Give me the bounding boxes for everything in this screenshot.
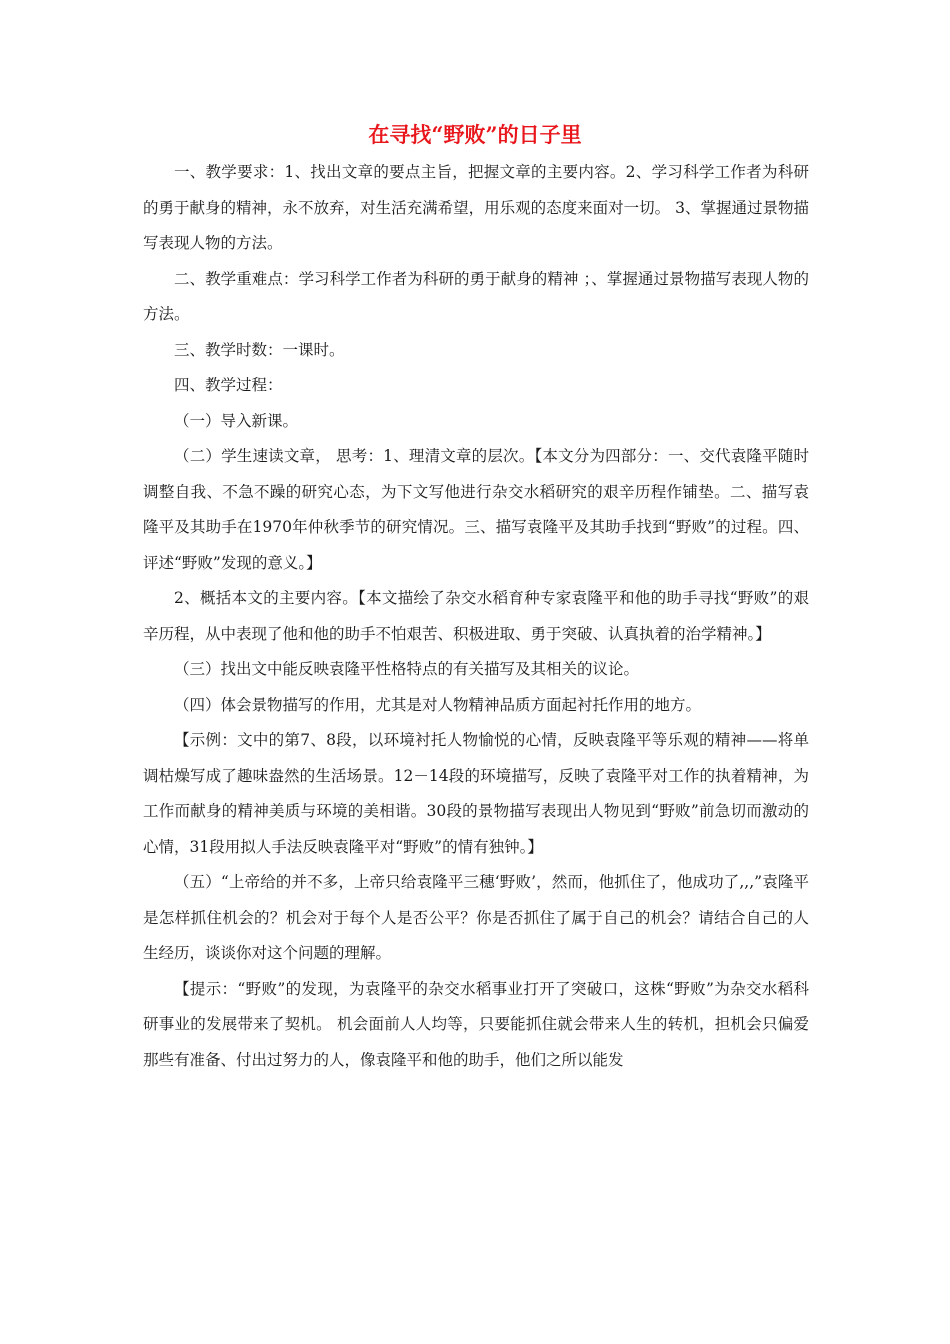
paragraph-step-4: （四）体会景物描写的作用，尤其是对人物精神品质方面起衬托作用的地方。 xyxy=(174,695,702,714)
paragraph-key-difficulties: 二、教学重难点：学习科学工作者为科研的勇于献身的精神 ；、掌握通过景物描写表现人物的方法。 xyxy=(143,269,809,323)
paragraph-step-3: （三）找出文中能反映袁隆平性格特点的有关描写及其相关的议论。 xyxy=(174,660,640,678)
paragraph-step-2: （二）学生速读文章， 思考：1、理清文章的层次。【本文分为四部分：一、交代袁隆平随时调整自我、不急不躁的研究心态，为下文写他进行杂交水稻研究的艰辛历程作铺垫。二、描写袁隆平及其助手在1970年仲秋季节的研究情况。三、描写袁隆平及其助手找到“野败”的过程。四、评述“野败”发现的意义。】 xyxy=(143,447,809,572)
paragraph-step-5: （五）“上帝给的并不多，上帝只给袁隆平三穗‘野败’，然而，他抓住了，他成功了,,,”袁隆平是怎样抓住机会的？机会对于每个人是否公平？你是否抓住了属于自己的机会？请结合自己的人生经历，谈谈你对这个问题的理解。 xyxy=(143,873,809,962)
paragraph-example: 【示例：文中的第7、8段，以环境衬托人物愉悦的心情，反映袁隆平等乐观的精神——将单调枯燥写成了趣味盎然的生活场景。12－14段的环境描写，反映了袁隆平对工作的执着精神，为工作而献身的精神美质与环境的美相谐。30段的景物描写表现出人物见到“野败”前急切而激动的心情，31段用拟人手法反映袁隆平对“野败”的情有独钟。】 xyxy=(143,731,809,856)
document-title: 在寻找“野败”的日子里 xyxy=(368,122,582,147)
paragraph-step-2-summary: 2、概括本文的主要内容。【本文描绘了杂交水稻育种专家袁隆平和他的助手寻找“野败”的艰辛历程，从中表现了他和他的助手不怕艰苦、积极进取、勇于突破、认真执着的治学精神。】 xyxy=(143,589,809,643)
paragraph-teaching-requirements: 一、教学要求：1、找出文章的要点主旨，把握文章的主要内容。2、学习科学工作者为科研的勇于献身的精神，永不放弃，对生活充满希望，用乐观的态度来面对一切。 3、掌握通过景物描写表现人物的方法。 xyxy=(143,163,809,252)
document-body xyxy=(143,155,809,1078)
paragraph-teaching-process: 四、教学过程： xyxy=(174,376,283,394)
paragraph-hint: 【提示：“野败”的发现，为袁隆平的杂交水稻事业打开了突破口，这株“野败”为杂交水稻科研事业的发展带来了契机。 机会面前人人均等，只要能抓住就会带来人生的转机，担机会只偏爱那些有准备、付出过努力的人，像袁隆平和他的助手，他们之所以能发 xyxy=(143,979,809,1069)
paragraph-class-hours: 三、教学时数：一课时。 xyxy=(174,340,345,359)
paragraph-step-1: （一）导入新课。 xyxy=(174,411,299,430)
